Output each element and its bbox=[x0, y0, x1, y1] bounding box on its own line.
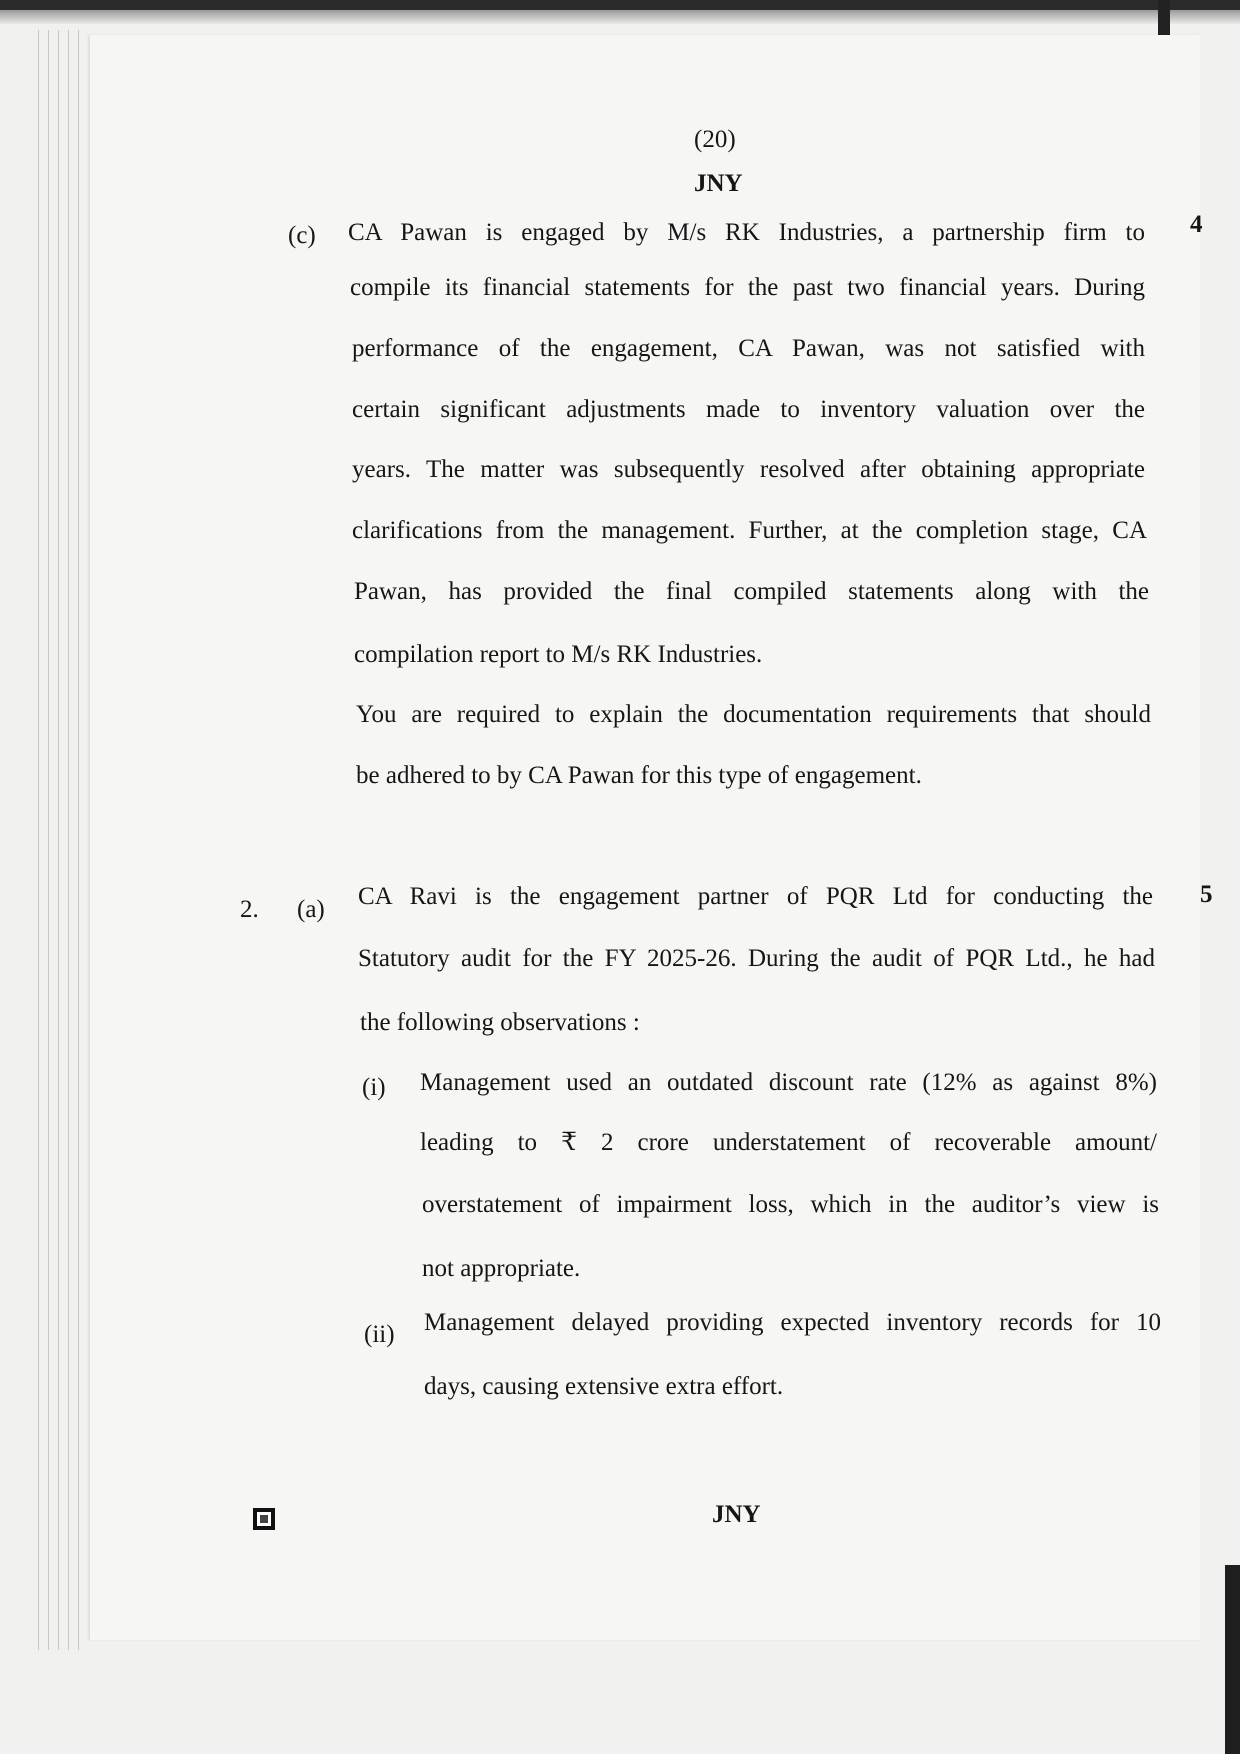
scan-top-shadow bbox=[0, 10, 1240, 24]
observation-line: days, causing extensive extra effort. bbox=[424, 1373, 784, 1400]
question-line: compilation report to M/s RK Industries. bbox=[354, 641, 763, 668]
page-number: (20) bbox=[694, 126, 736, 153]
observation-line: leading to ₹ 2 crore understatement of recoverable amount/ bbox=[420, 1129, 1157, 1156]
requirement-line: You are required to explain the documentation requirements that should bbox=[356, 701, 1151, 728]
requirement-line: be adhered to by CA Pawan for this type of engagement. bbox=[356, 762, 922, 789]
question-line: Pawan, has provided the final compiled statements along with the bbox=[354, 578, 1149, 605]
scan-top-edge bbox=[0, 0, 1240, 10]
question-label: (c) bbox=[288, 222, 316, 249]
question-line: years. The matter was subsequently resolved after obtaining appropriate bbox=[352, 456, 1145, 483]
footer-code: JNY bbox=[712, 1501, 761, 1528]
question-line: performance of the engagement, CA Pawan, was not satisfied with bbox=[352, 335, 1145, 362]
page-stack-edge bbox=[58, 30, 59, 1650]
paper-code: JNY bbox=[694, 170, 743, 197]
observation-label: (i) bbox=[362, 1074, 386, 1101]
question-number: 2. bbox=[240, 896, 259, 923]
observation-label: (ii) bbox=[364, 1321, 395, 1348]
observation-line: Management delayed providing expected inventory records for 10 bbox=[424, 1309, 1161, 1336]
page-stack-edge bbox=[68, 30, 69, 1650]
question-line: Statutory audit for the FY 2025-26. During the audit of PQR Ltd., he had bbox=[358, 945, 1155, 972]
observation-line: not appropriate. bbox=[422, 1255, 581, 1282]
question-line: CA Pawan is engaged by M/s RK Industries, a partnership firm to bbox=[348, 219, 1145, 246]
question-line: compile its financial statements for the past two financial years. During bbox=[350, 274, 1145, 301]
question-line: certain significant adjustments made to inventory valuation over the bbox=[352, 396, 1145, 423]
question-label: (a) bbox=[297, 896, 325, 923]
observation-line: Management used an outdated discount rate (12% as against 8%) bbox=[420, 1069, 1157, 1096]
question-line: the following observations : bbox=[360, 1009, 640, 1036]
page-marker-icon bbox=[253, 1508, 275, 1530]
marks: 4 bbox=[1190, 211, 1203, 238]
scan-corner-edge bbox=[1158, 0, 1170, 40]
scan-right-edge bbox=[1225, 1565, 1240, 1754]
page-stack-edge bbox=[78, 30, 79, 1650]
question-line: clarifications from the management. Further, at the completion stage, CA bbox=[352, 517, 1147, 544]
question-line: CA Ravi is the engagement partner of PQR Ltd for conducting the bbox=[358, 883, 1153, 910]
marks: 5 bbox=[1200, 881, 1213, 908]
observation-line: overstatement of impairment loss, which in the auditor’s view is bbox=[422, 1191, 1159, 1218]
page-stack-edge bbox=[48, 30, 49, 1650]
page-stack-edge bbox=[38, 30, 39, 1650]
